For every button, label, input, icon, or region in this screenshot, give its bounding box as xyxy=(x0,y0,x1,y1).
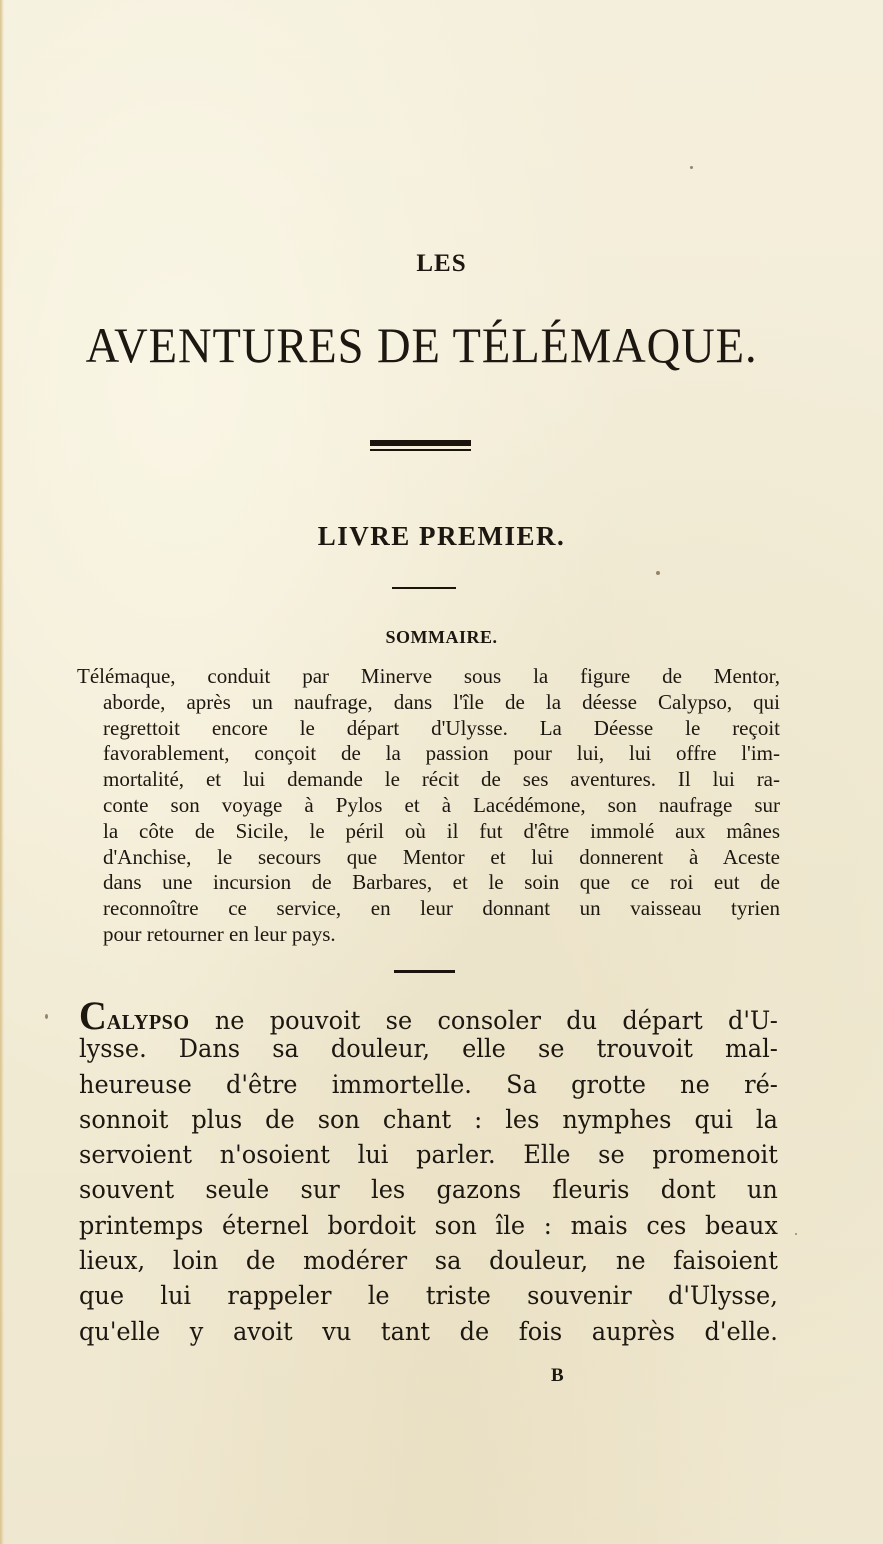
summary-line: pour retourner en leur pays. xyxy=(103,921,336,946)
body-paragraph xyxy=(79,993,778,1349)
rule-thin xyxy=(370,449,471,451)
summary-line: Télémaque, conduit par Minerve sous la figure de Mentor, xyxy=(77,664,780,688)
summary-line: mortalité, et lui demande le récit de ses aventures. Il lui ra- xyxy=(103,767,780,792)
small-caps-word: ALYPSO xyxy=(106,1010,190,1034)
body-line: servoient n'osoient lui parler. Elle se promenoit xyxy=(79,1140,778,1170)
paper-speck xyxy=(656,571,660,575)
paper-speck xyxy=(690,166,693,169)
body-line: heureuse d'être immortelle. Sa grotte ne ré- xyxy=(79,1069,778,1099)
title-double-rule xyxy=(370,440,471,451)
summary-line: dans une incursion de Barbares, et le soin que ce roi eut de xyxy=(103,870,780,895)
summary-line: regrettoit encore le départ d'Ulysse. La Déesse le reçoit xyxy=(103,715,780,740)
signature-mark: B xyxy=(551,1365,564,1386)
summary-heading: SOMMAIRE. xyxy=(385,627,498,647)
summary-line: la côte de Sicile, le péril où il fut d'être immolé aux mânes xyxy=(103,818,780,843)
rule-thick xyxy=(370,440,471,446)
body-line: souvent seule sur les gazons fleuris dont un xyxy=(79,1175,778,1205)
body-line: qu'elle y avoit vu tant de fois auprès d'elle. xyxy=(79,1316,778,1346)
summary-line: favorablement, conçoit de la passion pour lui, lui offre l'im- xyxy=(103,741,780,766)
body-line-text: ne pouvoit se consoler du départ d'U- xyxy=(189,1006,778,1035)
book-title: AVENTURES DE TÉLÉMAQUE. xyxy=(85,317,758,373)
summary-line: conte son voyage à Pylos et à Lacédémone, son naufrage sur xyxy=(103,792,780,817)
summary-paragraph xyxy=(77,664,780,948)
body-line: sonnoit plus de son chant : les nymphes qui la xyxy=(79,1104,778,1134)
summary-line: aborde, après un naufrage, dans l'île de la déesse Calypso, qui xyxy=(103,689,780,714)
summary-line: d'Anchise, le secours que Mentor et lui donnerent à Aceste xyxy=(103,844,780,869)
page-edge-shadow xyxy=(0,0,4,1544)
body-line-first xyxy=(79,993,778,1038)
body-line: lysse. Dans sa douleur, elle se trouvoit mal- xyxy=(79,1034,778,1064)
paper-speck xyxy=(45,1014,48,1019)
paper-speck xyxy=(795,1233,797,1235)
section-rule xyxy=(392,587,456,589)
section-rule xyxy=(394,970,455,973)
body-line: printemps éternel bordoit son île : mais ces beaux xyxy=(79,1210,778,1240)
book-heading: LIVRE PREMIER. xyxy=(317,521,566,551)
drop-cap: C xyxy=(79,993,107,1038)
body-line: lieux, loin de modérer sa douleur, ne faisoient xyxy=(79,1246,778,1276)
title-kicker: LES xyxy=(416,250,467,277)
body-line: que lui rappeler le triste souvenir d'Ulysse, xyxy=(79,1281,778,1311)
summary-line: reconnoître ce service, en leur donnant un vaisseau tyrien xyxy=(103,896,780,921)
